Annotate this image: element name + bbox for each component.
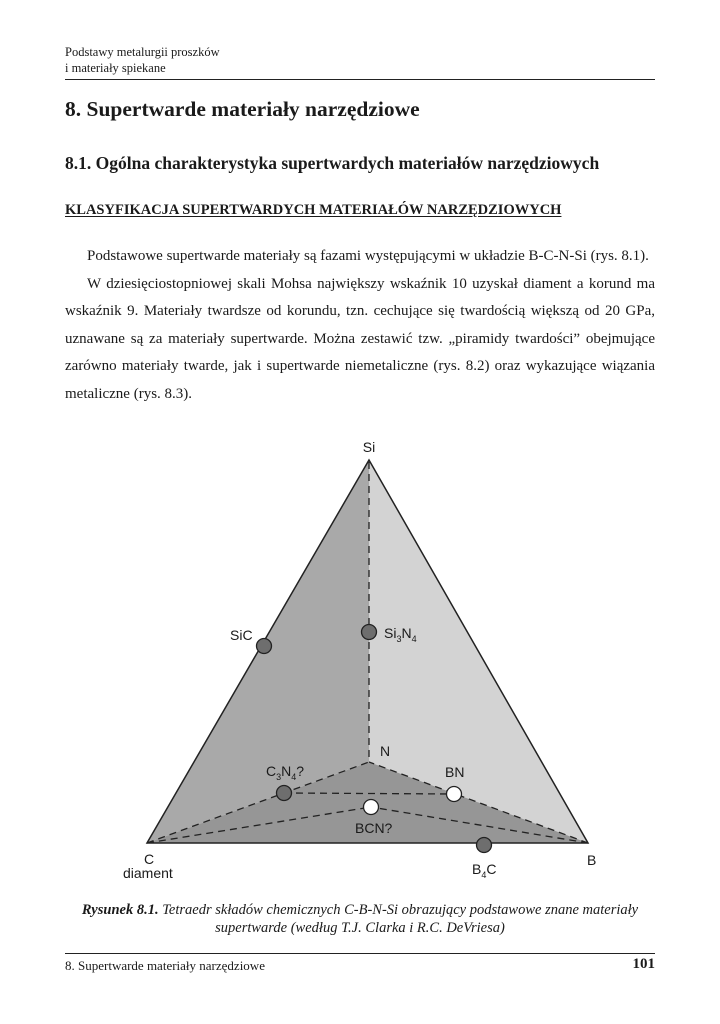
- caption-text: Tetraedr składów chemicznych C-B-N-Si obrazujący podstawowe znane materiały supertwarde (według T.J. Clarka i R.C. DeVriesa): [162, 902, 639, 936]
- paragraph-1: Podstawowe supertwarde materiały są fazami występującymi w układzie B-C-N-Si (rys. 8.1).: [87, 248, 649, 264]
- footer-rule: [65, 953, 655, 954]
- label-n: N: [380, 743, 391, 759]
- label-bn: BN: [445, 764, 465, 780]
- header-rule: [65, 79, 655, 80]
- running-head: [65, 44, 655, 76]
- paragraph-2: W dziesięciostopniowej skali Mohsa największy wskaźnik 10 uzyskał diament a korund ma wskaźnik 9. Materiały twardsze od korundu, tzn. cechujące się twardością większą od 20 GPa, uznawane są za materiały supertwarde. Można zestawić tzw. „piramidy twardości” obejmujące zarówno materiały twarde, jak i supertwarde niemetaliczne (rys. 8.2) oraz wykazujące wiązania metaliczne (rys. 8.3).: [65, 275, 655, 402]
- label-b: B: [587, 852, 597, 868]
- chapter-title: 8. Supertwarde materiały narzędziowe: [65, 97, 420, 121]
- label-sic: SiC: [230, 627, 253, 643]
- tetrahedron-diagram: [110, 430, 610, 890]
- caption-label: Rysunek 8.1.: [81, 902, 159, 918]
- marker-bn: [447, 787, 462, 802]
- marker-bcn: [364, 800, 379, 815]
- label-c: C: [144, 851, 155, 867]
- marker-c3n4: [277, 786, 292, 801]
- marker-sic: [257, 639, 272, 654]
- label-c-diament: diament: [123, 865, 173, 881]
- marker-si3n4: [362, 625, 377, 640]
- subsection-title: KLASYFIKACJA SUPERTWARDYCH MATERIAŁÓW NARZĘDZIOWYCH: [65, 202, 562, 218]
- tetrahedron-figure: [110, 430, 610, 890]
- label-b4c: $B_4C$: [472, 861, 497, 880]
- label-bcn: BCN?: [355, 820, 393, 836]
- body-text: [65, 243, 655, 408]
- running-head-line-2: i materiały spiekane: [65, 61, 166, 75]
- label-c3n4: $C_3N_4$?: [266, 763, 305, 782]
- running-head-line-1: Podstawy metalurgii proszków: [65, 45, 220, 59]
- label-si3n4: $Si_3N_4$: [384, 625, 417, 644]
- page-number: 101: [632, 956, 655, 972]
- label-si: Si: [362, 439, 376, 455]
- section-title: 8.1. Ogólna charakterystyka supertwardych materiałów narzędziowych: [65, 153, 600, 173]
- footer-chapter: 8. Supertwarde materiały narzędziowe: [65, 958, 265, 973]
- figure-caption: [65, 901, 655, 937]
- marker-b4c: [477, 838, 492, 853]
